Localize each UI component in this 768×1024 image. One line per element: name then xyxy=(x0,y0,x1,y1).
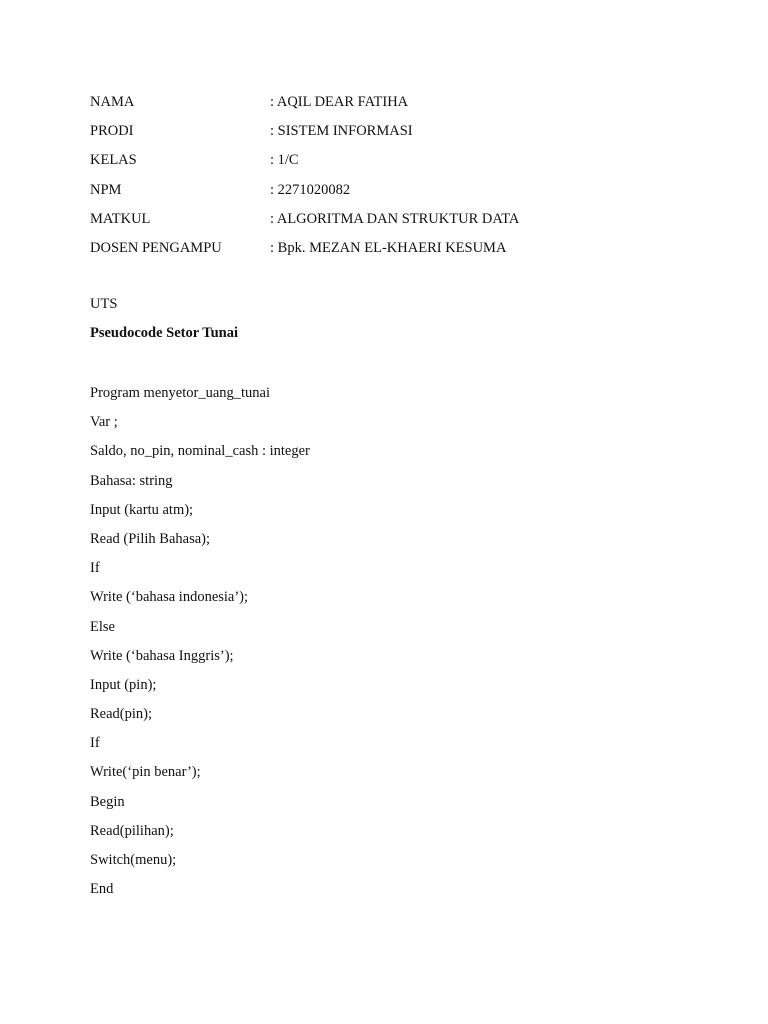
code-line: End xyxy=(90,881,114,898)
info-value: : 2271020082 xyxy=(270,181,351,198)
code-line: Read(pilihan); xyxy=(90,822,174,839)
code-line: Input (kartu atm); xyxy=(90,501,194,518)
info-value: : AQIL DEAR FATIHA xyxy=(270,94,409,110)
code-line: Bahasa: string xyxy=(90,472,173,489)
pseudocode-block xyxy=(90,383,310,908)
student-info-block xyxy=(90,92,519,267)
info-row-nama xyxy=(90,92,519,121)
info-value: : ALGORITMA DAN STRUKTUR DATA xyxy=(270,210,520,227)
code-line: Write(‘pin benar’); xyxy=(90,764,201,781)
info-label: PRODI xyxy=(90,123,134,140)
info-row-prodi xyxy=(90,121,519,150)
code-line: If xyxy=(90,735,100,752)
info-row-matkul xyxy=(90,209,519,238)
info-row-kelas xyxy=(90,150,519,179)
code-line: Begin xyxy=(90,793,125,810)
info-value: : SISTEM INFORMASI xyxy=(270,123,413,140)
code-line: Write (‘bahasa Inggris’); xyxy=(90,647,234,664)
info-value: : Bpk. MEZAN EL-KHAERI KESUMA xyxy=(270,239,507,256)
code-line: Write (‘bahasa indonesia’); xyxy=(90,589,249,606)
code-line: Read(pin); xyxy=(90,706,153,723)
code-line: Else xyxy=(90,618,115,635)
info-value: : 1/C xyxy=(270,152,299,169)
code-line: Read (Pilih Bahasa); xyxy=(90,530,211,547)
code-line: If xyxy=(90,560,100,577)
info-label: DOSEN PENGAMPU xyxy=(90,239,222,256)
info-label: MATKUL xyxy=(90,210,151,227)
info-row-npm xyxy=(90,180,519,209)
section-label: UTS xyxy=(90,296,118,312)
code-line: Saldo, no_pin, nominal_cash : integer xyxy=(90,443,310,460)
info-row-dosen xyxy=(90,238,519,267)
section-title: Pseudocode Setor Tunai xyxy=(90,325,238,341)
info-label: KELAS xyxy=(90,152,137,169)
code-line: Input (pin); xyxy=(90,676,157,693)
code-line: Switch(menu); xyxy=(90,852,177,868)
info-label: NPM xyxy=(90,181,122,198)
info-label: NAMA xyxy=(90,94,135,110)
code-line: Var ; xyxy=(90,414,118,431)
code-line: Program menyetor_uang_tunai xyxy=(90,385,270,401)
